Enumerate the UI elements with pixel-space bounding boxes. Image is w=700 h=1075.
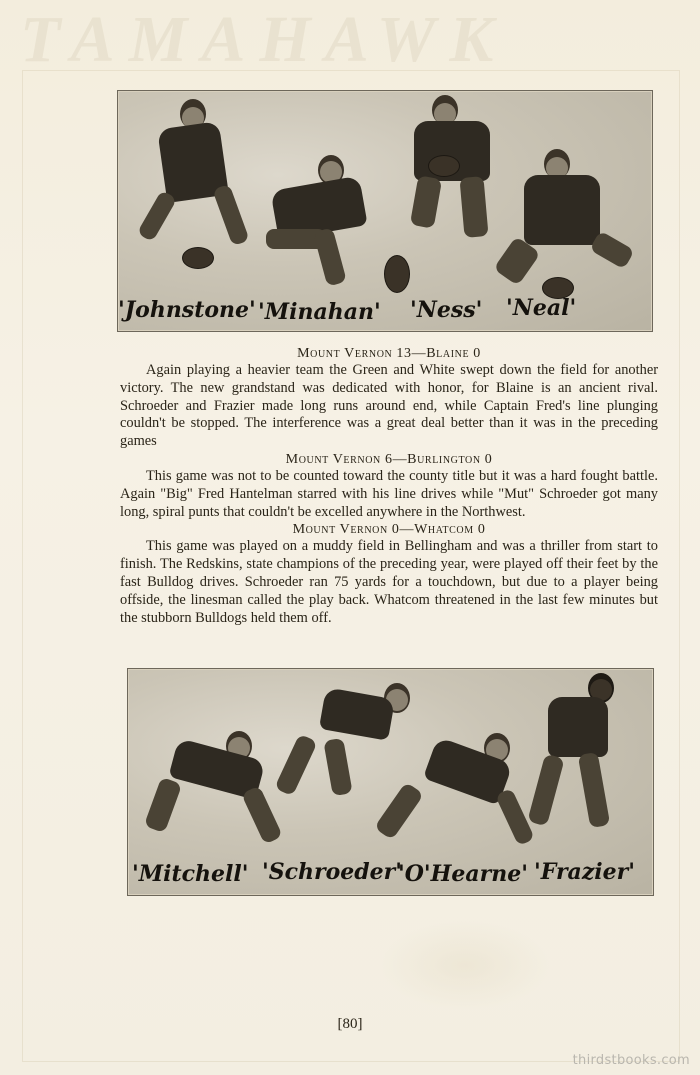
game-paragraph: Again playing a heavier team the Green and White swept down the field for another victory. The new grandstand was dedicated with honor, for Blaine is an ancient rival. Schroeder and Frazier made long runs around end, while Captain Fred's line plunging couldn't be stopped. The interference was a great deal better than it was in the preceding games	[120, 362, 658, 450]
player-figure	[532, 673, 642, 843]
bottom-team-photo	[127, 668, 654, 896]
player-figure	[138, 99, 258, 279]
top-team-photo	[117, 90, 653, 332]
player-figure	[502, 149, 642, 319]
player-name-caption: 'Ness'	[410, 297, 483, 323]
faded-seal	[380, 920, 550, 1010]
player-name-caption: 'Mitchell'	[132, 861, 249, 887]
player-name-caption: 'Neal'	[506, 295, 577, 321]
player-figure	[142, 727, 282, 847]
game-summaries	[120, 345, 658, 627]
banner-title: TAMAHAWK	[20, 3, 508, 70]
watermark: thirdstbooks.com	[572, 1053, 690, 1068]
game-heading: Mount Vernon 13—Blaine 0	[297, 346, 481, 361]
player-name-caption: 'O'Hearne'	[398, 861, 528, 887]
game-paragraph: This game was not to be counted toward the county title but it was a hard fought battle. Again "Big" Fred Hantelman starred with his line drives while "Mut" Schroeder got many long, spiral punts that couldn't be excelled anywhere in the Northwest.	[120, 467, 658, 520]
page-number: [80]	[337, 1016, 363, 1032]
player-figure	[408, 95, 508, 245]
page-banner	[0, 0, 700, 70]
player-figure	[388, 727, 538, 847]
player-name-caption: 'Schroeder'	[262, 859, 402, 885]
game-paragraph: This game was played on a muddy field in Bellingham and was a thriller from start to finish. The Redskins, state champions of the preceding year, were played off their feet by the fast Bulldog drives. Schroeder ran 75 yards for a touchdown, but due to a player being offside, the linesman called the play back. Whatcom threatened in the last few minutes but the stubborn Bulldogs held them off.	[120, 538, 658, 626]
player-name-caption: 'Johnstone'	[118, 297, 256, 323]
player-figure	[260, 155, 410, 295]
game-heading: Mount Vernon 0—Whatcom 0	[292, 522, 486, 538]
player-name-caption: 'Minahan'	[258, 299, 381, 325]
game-heading: Mount Vernon 6—Burlington 0	[285, 451, 493, 467]
player-name-caption: 'Frazier'	[534, 859, 635, 885]
